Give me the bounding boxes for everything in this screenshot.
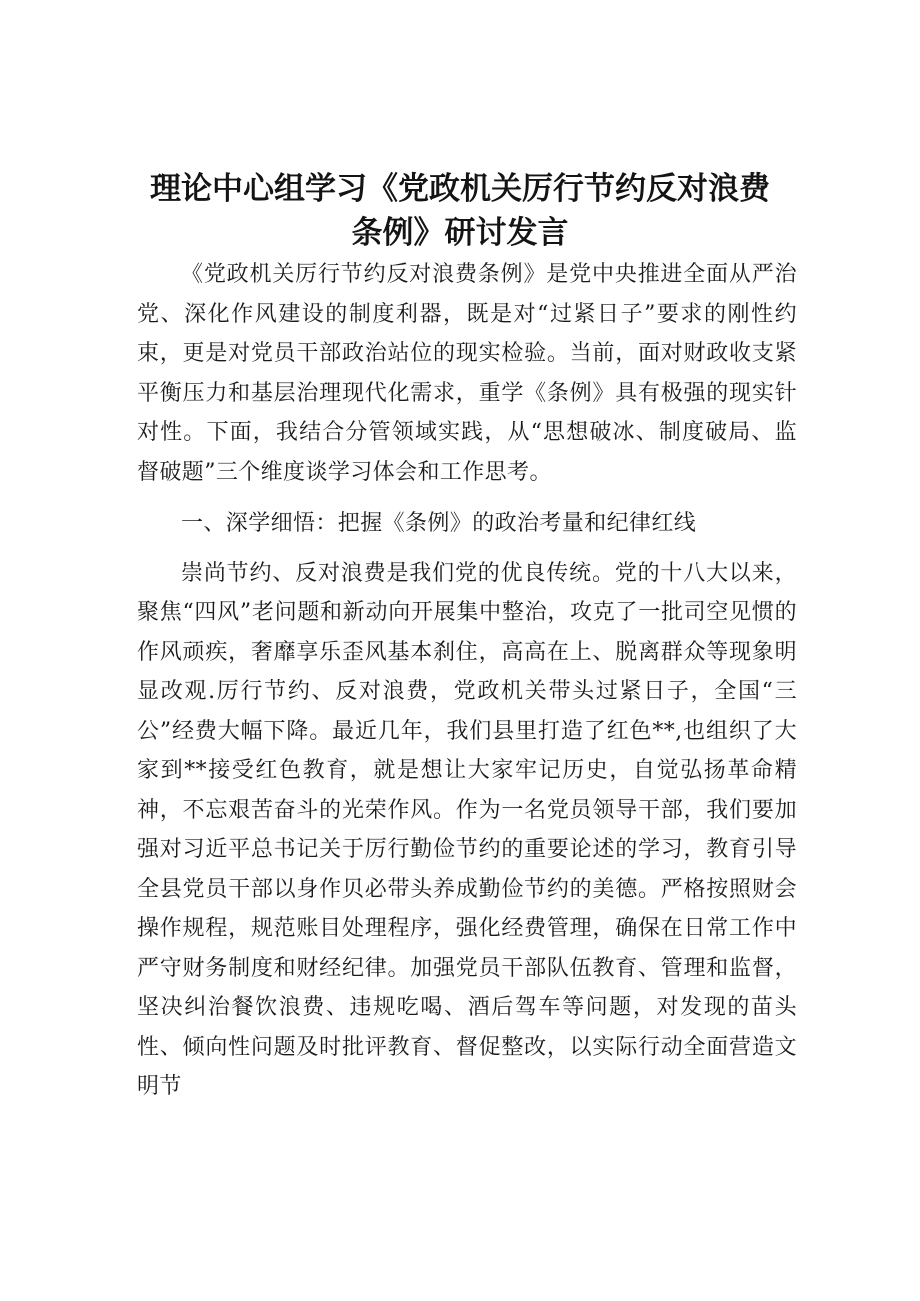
document-title-line-1: 理论中心组学习《党政机关厉行节约反对浪费 [150,171,770,207]
intro-paragraph: 《党政机关厉行节约反对浪费条例》是党中央推进全面从严治党、深化作风建设的制度利器，既是对“过紧日子”要求的刚性约束，更是对党员干部政治站位的现实检验。当前，面对财政收支紧平衡压力和基层治理现代化需求，重学《条例》具有极强的现实针对性。下面，我结合分管领域实践，从“思想破冰、制度破局、监督破题”三个维度谈学习体会和工作思考。 [137,262,797,485]
document-body [137,255,797,1107]
section-1-paragraph: 崇尚节约、反对浪费是我们党的优良传统。党的十八大以来，聚焦“四风”老问题和新动向开展集中整治，攻克了一批司空见惯的作风顽疾，奢靡享乐歪风基本刹住，高高在上、脱离群众等现象明显改观.厉行节约、反对浪费，党政机关带头过紧日子，全国“三公”经费大幅下降。最近几年，我们县里打造了红色**,也组织了大家到**接受红色教育，就是想让大家牢记历史，自觉弘扬革命精神，不忘艰苦奋斗的光荣作风。作为一名党员领导干部，我们要加强对习近平总书记关于厉行勤俭节约的重要论述的学习，教育引导全县党员干部以身作贝必带头养成勤俭节约的美德。严格按照财会操作规程，规范账目处理程序，强化经费管理，确保在日常工作中严守财务制度和财经纪律。加强党员干部队伍教育、管理和监督，坚决纠治餐饮浪费、违规吃喝、酒后驾车等问题，对发现的苗头性、倾向性问题及时批评教育、督促整改，以实际行动全面营造文明节 [137,560,797,1099]
document-title-line-2: 条例》研讨发言 [351,215,569,251]
section-1-heading: 一、深学细悟：把握《条例》的政治考量和纪律红线 [181,511,697,536]
